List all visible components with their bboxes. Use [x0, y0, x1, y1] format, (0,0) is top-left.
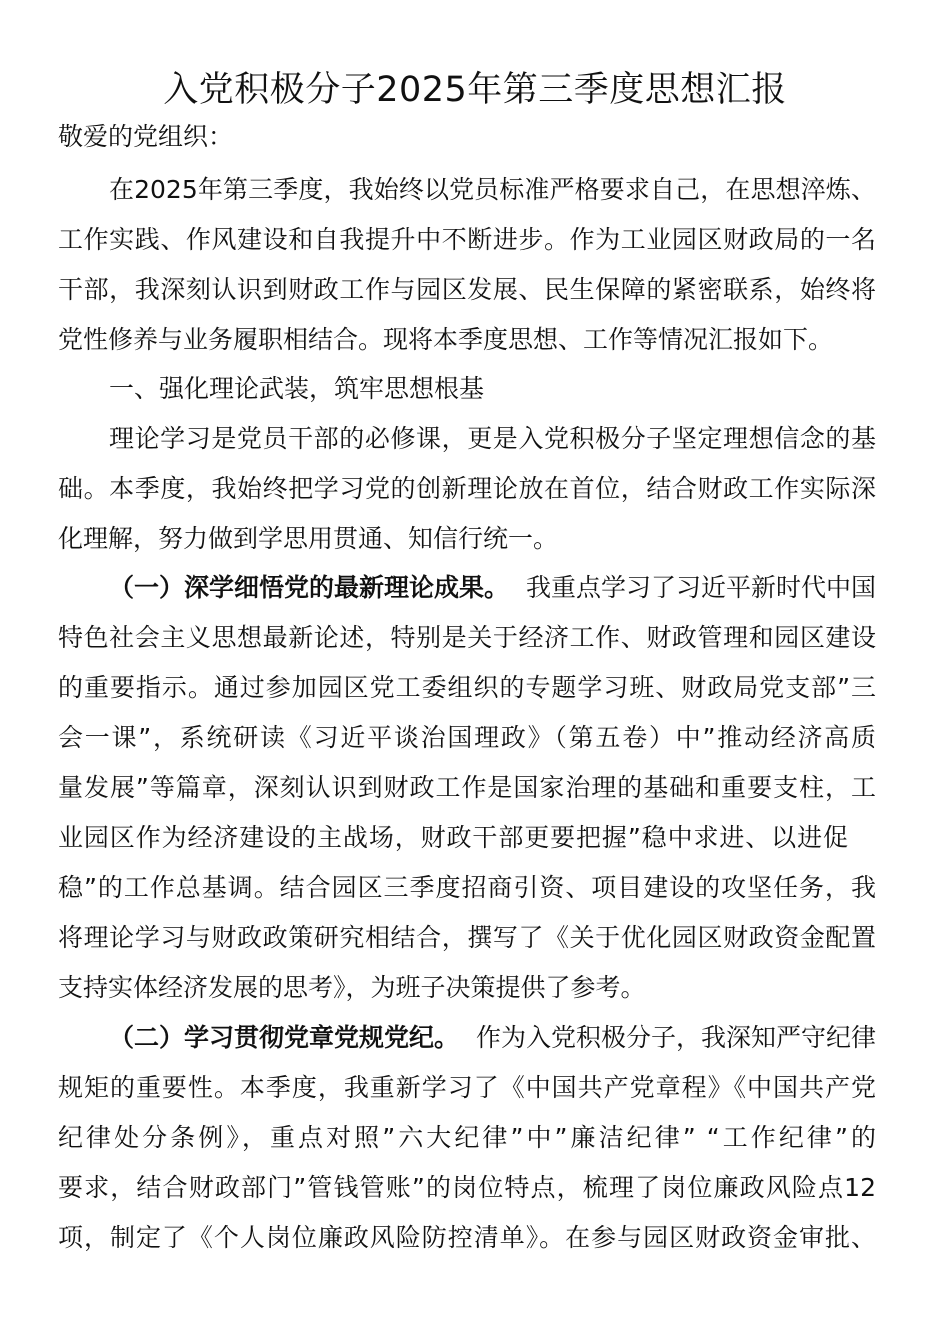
paragraph-1-line-4: 党性修养与业务履职相结合。现将本季度思想、工作等情况汇报如下。	[58, 325, 834, 354]
salutation: 敬爱的党组织：	[58, 122, 234, 151]
subsection-2-first-line	[109, 1020, 876, 1056]
paragraph-1-line-3: 干部，我深刻认识到财政工作与园区发展、民生保障的紧密联系，始终将	[58, 275, 876, 304]
subsection-2-line-2: 规矩的重要性。本季度，我重新学习了《中国共产党章程》《中国共产党	[58, 1073, 876, 1102]
section-1-heading: 一、强化理论武装，筑牢思想根基	[109, 374, 485, 403]
subsection-2-heading: （二）学习贯彻党章党规党纪。	[109, 1023, 460, 1052]
paragraph-1-line-1: 在2025年第三季度，我始终以党员标准严格要求自己，在思想淬炼、	[109, 175, 876, 204]
subsection-2-line-5: 项，制定了《个人岗位廉政风险防控清单》。在参与园区财政资金审批、	[58, 1223, 876, 1252]
subsection-1-first-line-text: 我重点学习了习近平新时代中国	[525, 573, 876, 602]
subsection-2-line-3: 纪律处分条例》，重点对照”六大纪律”中”廉洁纪律” “工作纪律”的	[58, 1123, 876, 1152]
subsection-1-line-4: 会一课”，系统研读《习近平谈治国理政》（第五卷）中”推动经济高质	[58, 723, 876, 752]
subsection-1-line-7: 稳”的工作总基调。结合园区三季度招商引资、项目建设的攻坚任务，我	[58, 873, 876, 902]
paragraph-2-line-1: 理论学习是党员干部的必修课，更是入党积极分子坚定理想信念的基	[109, 424, 876, 453]
subsection-1-line-2: 特色社会主义思想最新论述，特别是关于经济工作、财政管理和园区建设	[58, 623, 876, 652]
subsection-1-first-line	[109, 570, 876, 606]
subsection-2-first-line-text: 作为入党积极分子，我深知严守纪律	[475, 1023, 876, 1052]
subsection-1-line-5: 量发展”等篇章，深刻认识到财政工作是国家治理的基础和重要支柱，工	[58, 773, 876, 802]
subsection-1-heading: （一）深学细悟党的最新理论成果。	[109, 573, 510, 602]
subsection-1-line-6: 业园区作为经济建设的主战场，财政干部更要把握”稳中求进、以进促	[58, 823, 848, 852]
subsection-2-line-4: 要求，结合财政部门”管钱管账”的岗位特点，梳理了岗位廉政风险点12	[58, 1173, 876, 1202]
document-title: 入党积极分子2025年第三季度思想汇报	[163, 70, 787, 110]
paragraph-2-line-3: 化理解，努力做到学思用贯通、知信行统一。	[58, 524, 559, 553]
paragraph-2-line-2: 础。本季度，我始终把学习党的创新理论放在首位，结合财政工作实际深	[58, 474, 876, 503]
subsection-1-line-3: 的重要指示。通过参加园区党工委组织的专题学习班、财政局党支部”三	[58, 673, 876, 702]
paragraph-1-line-2: 工作实践、作风建设和自我提升中不断进步。作为工业园区财政局的一名	[58, 225, 876, 254]
subsection-1-line-9: 支持实体经济发展的思考》，为班子决策提供了参考。	[58, 973, 646, 1002]
subsection-1-line-8: 将理论学习与财政政策研究相结合，撰写了《关于优化园区财政资金配置	[58, 923, 876, 952]
